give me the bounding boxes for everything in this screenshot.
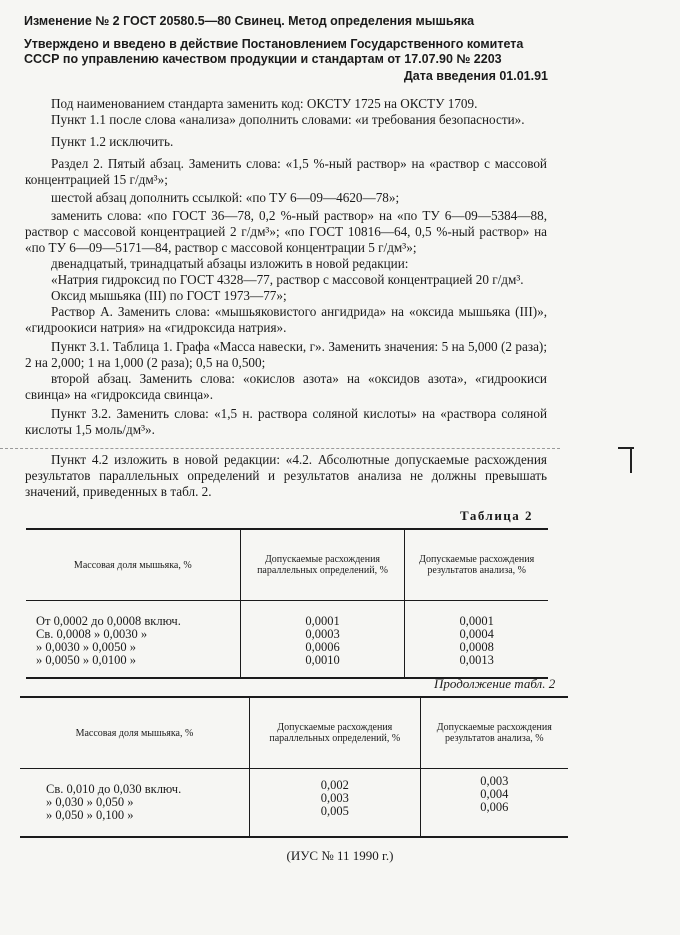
table-header-row bbox=[20, 697, 568, 769]
column-header: Допускаемые расхождения параллельных определений, % bbox=[240, 529, 405, 601]
table-cell: 0,002 bbox=[320, 778, 349, 792]
analysis-column bbox=[420, 769, 568, 838]
parallel-column bbox=[240, 601, 405, 679]
amendment-text bbox=[25, 96, 547, 500]
paragraph: Оксид мышьяка (III) по ГОСТ 1973—77»; bbox=[51, 288, 287, 303]
table-cell: 0,0001 bbox=[459, 614, 494, 628]
mass-fraction-column bbox=[20, 769, 249, 838]
paragraph: Раствор А. Заменить слова: «мышьяковистого ангидрида» на «оксида мышьяка (III)», «гидроокиси натрия» на «гидроксида натрия». bbox=[25, 304, 547, 335]
table-cell: 0,0008 bbox=[459, 640, 494, 654]
table-cell: 0,0006 bbox=[305, 640, 340, 654]
paragraph: двенадцатый, тринадцатый абзацы изложить в новой редакции: bbox=[51, 256, 409, 271]
table-2 bbox=[26, 528, 548, 679]
paragraph: заменить слова: «по ГОСТ 36—78, 0,2 %-ный раствор» на «по ТУ 6—09—5384—88, раствор с массовой концентрацией 2 г/дм³»; «по ГОСТ 10816—64, 0,5 %-ный раствор» на «по ТУ 6—09—5171—84, раствор с массовой концентрации 5 г/дм³»; bbox=[25, 208, 547, 255]
table-2-continued bbox=[20, 696, 568, 838]
column-header: Допускаемые расхождения параллельных определений, % bbox=[249, 697, 420, 769]
table-cell: 0,0003 bbox=[305, 627, 340, 641]
analysis-column bbox=[405, 601, 548, 679]
table-cell: » 0,050 » 0,100 » bbox=[46, 808, 134, 822]
table-cell: » 0,0030 » 0,0050 » bbox=[36, 640, 136, 654]
table-body bbox=[26, 601, 548, 679]
table-cell: 0,003 bbox=[480, 774, 509, 788]
table-cell: 0,0013 bbox=[459, 653, 494, 667]
table-cell: 0,0001 bbox=[305, 614, 340, 628]
publication-reference: (ИУС № 11 1990 г.) bbox=[286, 848, 394, 863]
table-header-row bbox=[26, 529, 548, 601]
approval-statement: Утверждено и введено в действие Постановлением Государственного комитета СССР по управлению качеством продукции и стандартам от 17.07.90 № 2203 bbox=[24, 37, 524, 66]
table-cell: 0,005 bbox=[320, 804, 349, 818]
paragraph: шестой абзац дополнить ссылкой: «по ТУ 6—09—4620—78»; bbox=[51, 190, 400, 205]
paragraph: Под наименованием стандарта заменить код: ОКСТУ 1725 на ОКСТУ 1709. bbox=[51, 96, 478, 111]
table-cell: 0,0004 bbox=[459, 627, 494, 641]
table-cell: 0,006 bbox=[480, 800, 509, 814]
parallel-column bbox=[249, 769, 420, 838]
column-header: Допускаемые расхождения результатов анализа, % bbox=[405, 529, 548, 601]
paragraph: второй абзац. Заменить слова: «окислов азота» на «оксидов азота», «гидроокиси свинца» на «гидроксида свинца». bbox=[25, 371, 547, 402]
crease-line bbox=[0, 448, 560, 450]
column-header: Массовая доля мышьяка, % bbox=[26, 529, 240, 601]
table-cell: 0,004 bbox=[480, 787, 509, 801]
paragraph: Раздел 2. Пятый абзац. Заменить слова: «1,5 %-ный раствор» на «раствор с массовой концентрацией 15 г/дм³»; bbox=[25, 156, 547, 187]
table-continuation-caption: Продолжение табл. 2 bbox=[434, 676, 556, 691]
table-cell: Св. 0,0008 » 0,0030 » bbox=[36, 627, 148, 641]
table-cell: Св. 0,010 до 0,030 включ. bbox=[46, 782, 182, 796]
table-cell: » 0,030 » 0,050 » bbox=[46, 795, 134, 809]
effective-date: Дата введения 01.01.91 bbox=[403, 69, 548, 83]
table-cell: От 0,0002 до 0,0008 включ. bbox=[36, 614, 181, 628]
paragraph: Пункт 1.1 после слова «анализа» дополнить словами: «и требования безопасности». bbox=[51, 112, 525, 127]
table-cell: 0,0010 bbox=[305, 653, 340, 667]
paragraph: Пункт 1.2 исключить. bbox=[51, 134, 174, 149]
paragraph: Пункт 4.2 изложить в новой редакции: «4.2. Абсолютные допускаемые расхождения результатов параллельных определений и результатов анализа не должны превышать значений, приведенных в табл. 2. bbox=[25, 452, 547, 499]
table-cell: 0,003 bbox=[320, 791, 349, 805]
column-header: Допускаемые расхождения результатов анализа, % bbox=[420, 697, 568, 769]
column-header: Массовая доля мышьяка, % bbox=[20, 697, 249, 769]
table-cell: » 0,0050 » 0,0100 » bbox=[36, 653, 136, 667]
paragraph: Пункт 3.1. Таблица 1. Графа «Масса навески, г». Заменить значения: 5 на 5,000 (2 раза); 2 на 2,000; 1 на 1,000 (2 раза); 0,5 на 0,500; bbox=[25, 339, 547, 370]
mass-fraction-column bbox=[26, 601, 240, 679]
table-caption: Таблица 2 bbox=[460, 508, 534, 523]
paragraph: Пункт 3.2. Заменить слова: «1,5 н. раствора соляной кислоты» на «раствора соляной кислоты 1,5 моль/дм³». bbox=[25, 406, 547, 437]
paragraph: «Натрия гидроксид по ГОСТ 4328—77, раствор с массовой концентрацией 20 г/дм³. bbox=[51, 272, 524, 287]
table-body bbox=[20, 769, 568, 838]
margin-mark bbox=[630, 449, 638, 473]
amendment-title: Изменение № 2 ГОСТ 20580.5—80 Свинец. Метод определения мышьяка bbox=[24, 14, 475, 28]
